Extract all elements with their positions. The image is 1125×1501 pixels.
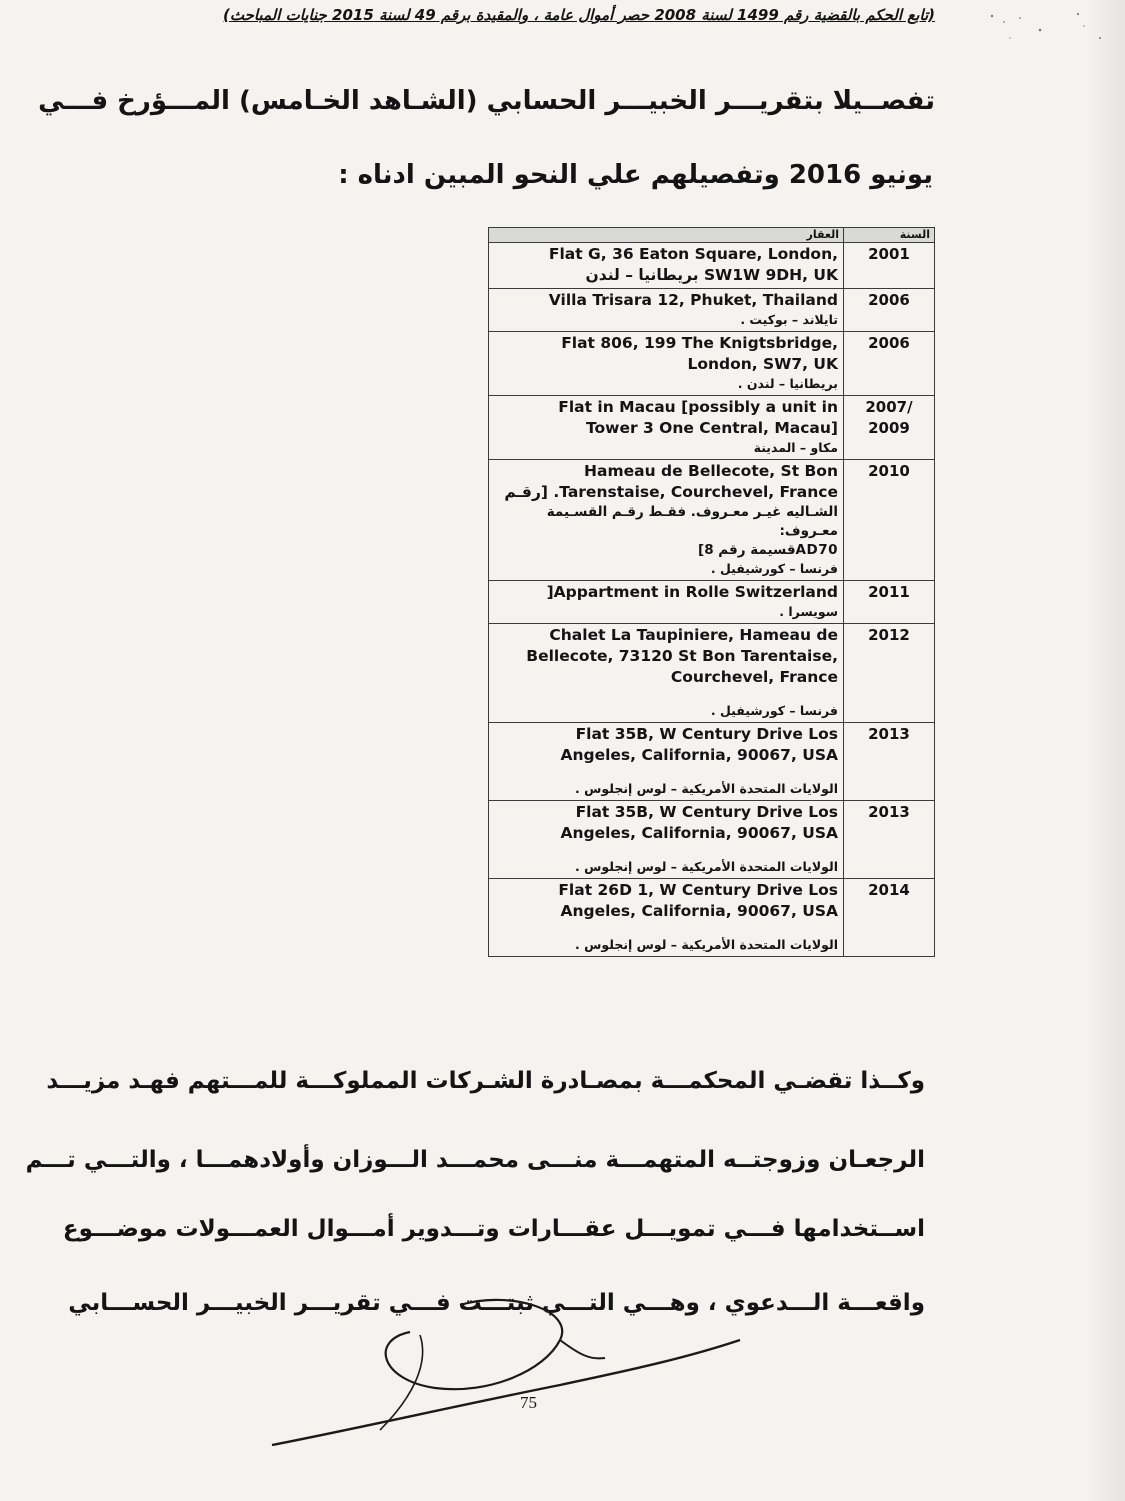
property-note-line: الشـاليه غيـر معـروف. فقـط رقـم القسـيمة معـروف:	[546, 504, 838, 539]
table-row	[489, 243, 935, 289]
property-country-city: الولايات المتحدة الأمريكية – لوس إنجلوس .	[575, 859, 838, 874]
property-address-line: Flat 26D 1, W Century Drive Los	[558, 881, 838, 899]
properties-table-wrap	[488, 227, 935, 957]
year-cell: 2006	[844, 332, 935, 396]
property-address-line: Angeles, California, 90067, USA	[560, 824, 838, 842]
table-row	[489, 879, 935, 957]
case-header: (تابع الحكم بالقضية رقم 1499 لسنة 2008 حصر أموال عامة ، والمقيدة برقم 49 لسنة 2015 جنايات المباحث)	[223, 6, 935, 24]
property-cell	[489, 332, 844, 396]
intro-line-2: يونيو 2016 وتفصيلهم علي النحو المبين ادناه :	[338, 160, 933, 190]
property-country-city: الولايات المتحدة الأمريكية – لوس إنجلوس .	[575, 937, 838, 952]
property-address-line: Flat 35B, W Century Drive Los	[575, 725, 838, 743]
property-country-city: فرنسا – كورشيفيل .	[710, 561, 838, 576]
property-address-line: Flat in Macau [possibly a unit in	[558, 398, 838, 416]
table-row	[489, 396, 935, 460]
year-cell: /2007 2009	[844, 396, 935, 460]
table-row	[489, 289, 935, 332]
page-number: 75	[520, 1393, 537, 1412]
table-row	[489, 332, 935, 396]
year-cell: 2013	[844, 801, 935, 879]
property-country-city: الولايات المتحدة الأمريكية – لوس إنجلوس .	[575, 781, 838, 796]
property-country-city: بريطانيا – لندن .	[737, 376, 838, 391]
year-cell: 2001	[844, 243, 935, 289]
year-cell: 2010	[844, 460, 935, 581]
property-address-line: Chalet La Taupiniere, Hameau de	[549, 626, 838, 644]
body-line-4: واقعـــة الـــدعوي ، وهـــي التـــي ثبتـــت فـــي تقريـــر الخبيـــر الحســـابي	[68, 1290, 925, 1316]
property-cell	[489, 801, 844, 879]
property-cell	[489, 289, 844, 332]
intro-line-1: تفصــيلا بتقريـــر الخبيـــر الحسابي (الشـاهد الخـامس) المـــؤرخ فـــي	[38, 86, 935, 116]
property-address-line: Flat 35B, W Century Drive Los	[575, 803, 838, 821]
year-cell: 2006	[844, 289, 935, 332]
property-address-mixed-line: Tarenstaise, Courchevel, France. [رقـم	[504, 483, 838, 501]
property-cell	[489, 723, 844, 801]
table-row	[489, 624, 935, 723]
property-cell	[489, 581, 844, 624]
property-address-line: Flat 806, 199 The Knigtsbridge,	[561, 334, 838, 352]
property-address-line: Courchevel, France	[670, 668, 838, 686]
property-cell	[489, 243, 844, 289]
property-country-city: مكاو – المدينة	[753, 440, 838, 455]
property-address-line: Angeles, California, 90067, USA	[560, 746, 838, 764]
table-header-row	[489, 228, 935, 243]
property-address-line: ]Appartment in Rolle Switzerland	[546, 583, 838, 601]
page-shadow	[1085, 0, 1125, 1501]
property-address-line: Villa Trisara 12, Phuket, Thailand	[548, 291, 838, 309]
property-address-mixed-line: SW1W 9DH, UK بريطانيا – لندن	[585, 266, 838, 284]
properties-table-body	[489, 243, 935, 957]
body-line-1: وكــذا تقضـي المحكمـــة بمصـادرة الشـركات المملوكـــة للمـــتهم فهـد مزيـــد	[46, 1068, 925, 1094]
property-country-city: سويسرا .	[779, 604, 838, 619]
scan-specks	[980, 8, 1110, 48]
handwritten-signature	[260, 1280, 780, 1470]
property-country-city: فرنسا – كورشيفيل .	[710, 703, 838, 718]
cell-spacer	[494, 766, 838, 780]
property-address-line: Hameau de Bellecote, St Bon	[584, 462, 838, 480]
cell-spacer	[494, 922, 838, 936]
year-cell: 2014	[844, 879, 935, 957]
property-cell	[489, 624, 844, 723]
property-cell	[489, 879, 844, 957]
table-row	[489, 801, 935, 879]
body-line-2: الرجعـان وزوجتــه المتهمـــة منـــى محمـــد الـــوزان وأولادهمـــا ، والتـــي تـــم	[25, 1147, 925, 1173]
property-country-city: تايلاند – بوكيت .	[740, 312, 838, 327]
cell-spacer	[494, 688, 838, 702]
body-line-3: اســتخدامها فـــي تمويـــل عقـــارات وتـــدوير أمـــوال العمـــولات موضـــوع	[62, 1216, 925, 1242]
table-row	[489, 581, 935, 624]
year-cell: 2012	[844, 624, 935, 723]
properties-table	[488, 227, 935, 957]
property-cell	[489, 460, 844, 581]
year-cell: 2011	[844, 581, 935, 624]
year-cell: 2013	[844, 723, 935, 801]
property-address-line: Tower 3 One Central, Macau]	[585, 419, 838, 437]
property-note-line: AD70قسيمة رقم 8]	[698, 542, 838, 558]
table-row	[489, 723, 935, 801]
property-address-line: Angeles, California, 90067, USA	[560, 902, 838, 920]
property-cell	[489, 396, 844, 460]
property-address-line: Flat G, 36 Eaton Square, London,	[548, 245, 838, 263]
year-column-header: السنة	[844, 228, 935, 243]
property-address-line: Bellecote, 73120 St Bon Tarentaise,	[526, 647, 838, 665]
property-column-header: العقار	[489, 228, 844, 243]
property-address-line: London, SW7, UK	[687, 355, 838, 373]
table-row	[489, 460, 935, 581]
cell-spacer	[494, 844, 838, 858]
